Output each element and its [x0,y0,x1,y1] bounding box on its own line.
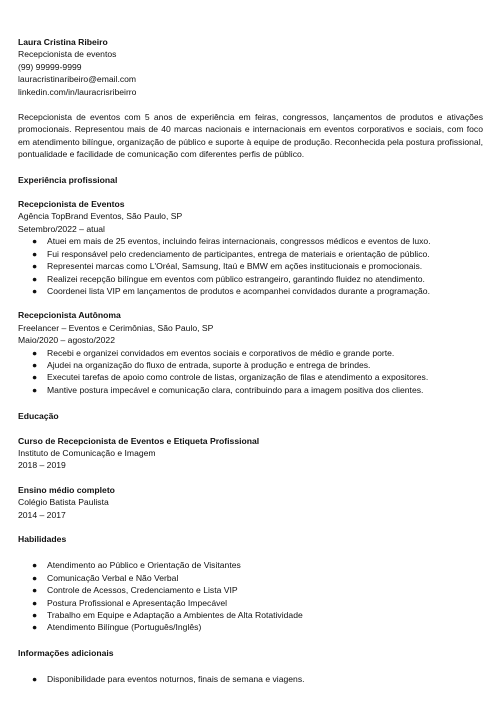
candidate-name: Laura Cristina Ribeiro [18,37,108,47]
education-institution: Instituto de Comunicação e Imagem [18,447,156,458]
skills-list [18,559,483,633]
list-item: ● Representei marcas como L'Oréal, Samsung, Itaú e BMW em ações institucionais e promocionais. [32,261,423,272]
job-bullet-list [18,235,483,297]
resume-page [18,36,483,686]
bullet-icon: ● [32,285,38,296]
education-entry [18,484,483,521]
candidate-role: Recepcionista de eventos [18,49,117,60]
section-title-experience: Experiência profissional [18,174,118,185]
additional-info-list [18,673,483,685]
bullet-icon: ● [32,610,38,621]
list-item: ● Trabalho em Equipe e Adaptação a Ambientes de Alta Rotatividade [32,610,303,621]
bullet-icon: ● [32,585,38,596]
phone-number: (99) 99999-9999 [18,61,82,72]
list-item: ● Recebi e organizei convidados em eventos sociais e corporativos de médio e grande porte. [32,347,395,358]
job-title: Recepcionista de Eventos [18,199,125,210]
job-title: Recepcionista Autônoma [18,310,121,321]
list-item: ● Controle de Acessos, Credenciamento e Lista VIP [32,585,238,596]
bullet-icon: ● [32,248,38,259]
bullet-icon: ● [32,572,38,583]
bullet-icon: ● [32,560,38,571]
list-item: ● Coordenei lista VIP em lançamentos de produtos e acompanhei convidados durante a programação. [32,285,430,296]
list-item: ● Mantive postura impecável e comunicação clara, contribuindo para a imagem positiva dos clientes. [32,384,424,395]
list-item: ● Atendimento ao Público e Orientação de Visitantes [32,560,241,571]
list-item: ● Executei tarefas de apoio como controle de listas, organização de filas e atendimento a expositores. [32,372,429,383]
section-title-education: Educação [18,411,59,422]
linkedin-url: linkedin.com/in/lauracrisribeirro [18,86,137,97]
education-period: 2014 – 2017 [18,509,66,520]
section-title-skills: Habilidades [18,534,67,544]
job-entry [18,198,483,297]
education-title: Ensino médio completo [18,484,115,495]
bullet-icon: ● [32,359,38,370]
job-period: Maio/2020 – agosto/2022 [18,335,115,346]
bullet-icon: ● [32,674,38,685]
job-entry [18,309,483,396]
bullet-icon: ● [32,236,38,247]
list-item: ● Disponibilidade para eventos noturnos, finais de semana e viagens. [32,674,305,685]
education-period: 2018 – 2019 [18,460,66,471]
list-item: ● Realizei recepção bilíngue em eventos com público estrangeiro, garantindo fluidez no atendimento. [32,273,425,284]
job-bullet-list [18,347,483,397]
list-item: ● Atuei em mais de 25 eventos, incluindo feiras internacionais, congressos médicos e eventos de luxo. [32,236,431,247]
list-item: ● Comunicação Verbal e Não Verbal [32,572,179,583]
job-period: Setembro/2022 – atual [18,223,105,234]
list-item: ● Postura Profissional e Apresentação Impecável [32,597,228,608]
bullet-icon: ● [32,622,38,633]
list-item: ● Ajudei na organização do fluxo de entrada, suporte à produção e entrega de brindes. [32,359,371,370]
job-company: Freelancer – Eventos e Cerimônias, São Paulo, SP [18,322,214,333]
bullet-icon: ● [32,372,38,383]
section-title-additional-info: Informações adicionais [18,647,114,658]
list-item: ● Fui responsável pelo credenciamento de participantes, entrega de materiais e orientação de público. [32,248,430,259]
education-title: Curso de Recepcionista de Eventos e Etiqueta Profissional [18,435,260,446]
bullet-icon: ● [32,273,38,284]
education-entry [18,435,483,472]
resume-header [18,36,483,98]
email-address: lauracristinaribeiro@email.com [18,74,137,85]
professional-summary: Recepcionista de eventos com 5 anos de experiência em feiras, congressos, lançamentos de produtos e ativações promocionais. Representou mais de 40 marcas nacionais e internacionais em eventos corporativos e sociais, com foco em atendimento bilíngue, organização de público e suporte à equipe de produção. Reconhecida pela postura profissional, pontualidade e facilidade de comunicação com diferentes perfis de público. [18,112,483,160]
education-institution: Colégio Batista Paulista [18,497,109,508]
job-company: Agência TopBrand Eventos, São Paulo, SP [18,211,183,222]
bullet-icon: ● [32,261,38,272]
bullet-icon: ● [32,384,38,395]
bullet-icon: ● [32,597,38,608]
list-item: ● Atendimento Bilíngue (Português/Inglês) [32,622,202,633]
bullet-icon: ● [32,347,38,358]
